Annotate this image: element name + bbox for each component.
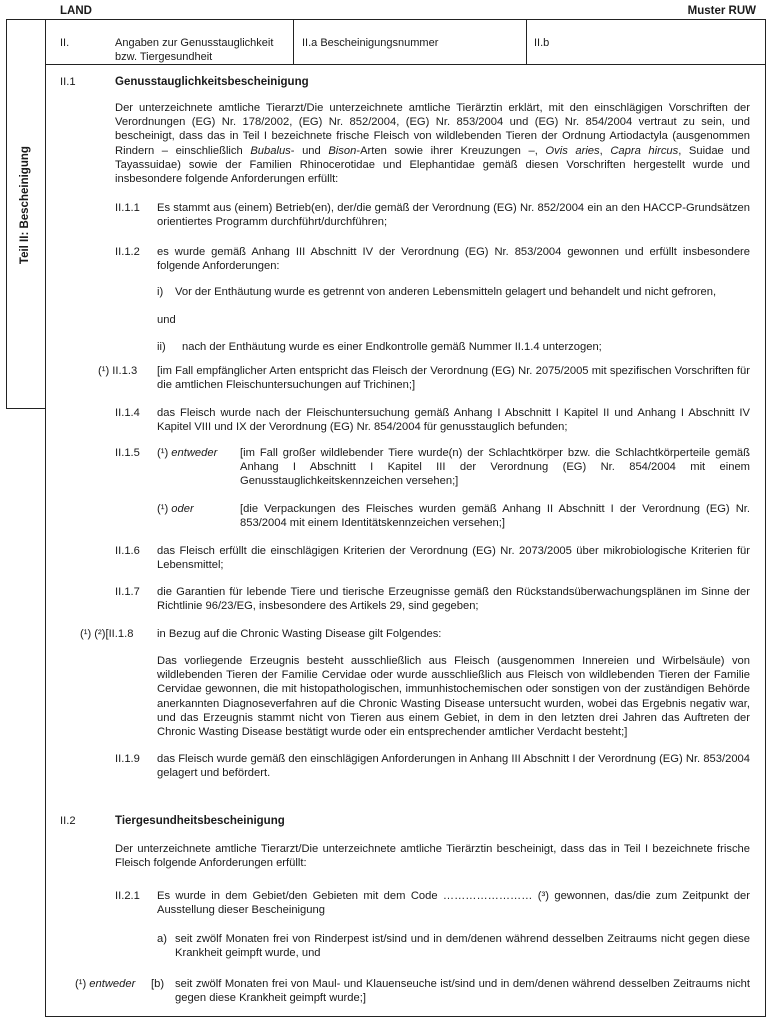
side-label: Teil II: Bescheinigung xyxy=(18,145,31,264)
subitem-num-a: a) xyxy=(157,933,167,945)
item-num-1-4: II.1.4 xyxy=(115,407,140,419)
item-text-1-7: die Garantien für lebende Tiere und tierische Erzeugnisse gemäß den Rückstandsüberwachungsplänen im Sinne der Richtlinie 96/23/EG, insbesondere des Artikels 29, sind gegeben; xyxy=(157,586,750,613)
section-1-number: II.1 xyxy=(60,76,76,88)
subitem-num-i: i) xyxy=(157,286,164,298)
cell-divider-2 xyxy=(526,19,527,64)
item-num-1-1: II.1.1 xyxy=(115,202,140,214)
country-label: LAND xyxy=(60,5,92,17)
conjunction-und: und xyxy=(157,314,176,326)
item-text-1-3: [im Fall empfänglicher Arten entspricht das Fleisch der Verordnung (EG) Nr. 2075/2005 mit spezifischen Vorschriften für die amtlichen Fleischuntersuchungen auf Trichinen;] xyxy=(157,365,750,392)
cell-title: Angaben zur Genusstauglichkeit bzw. Tiergesundheit xyxy=(115,37,274,63)
frame-left xyxy=(45,19,46,1017)
subitem-num-b: [b) xyxy=(151,978,165,990)
option-text-oder: [die Verpackungen des Fleisches wurden gemäß Anhang II Abschnitt I der Verordnung (EG) Nr. 853/2004 mit einem Identitätskennzeichen versehen;] xyxy=(240,503,750,530)
frame-top xyxy=(45,19,766,20)
section-1-title: Genusstauglichkeitsbescheinigung xyxy=(115,76,309,88)
item-num-1-9: II.1.9 xyxy=(115,753,140,765)
item-text-1-8: in Bezug auf die Chronic Wasting Disease gilt Folgendes: xyxy=(157,628,442,640)
item-num-1-7: II.1.7 xyxy=(115,586,140,598)
item-text-1-4: das Fleisch wurde nach der Fleischuntersuchung gemäß Anhang I Abschnitt I Kapitel II und Anhang I Abschnitt IV Kapitel VIII und IX der Verordnung (EG) Nr. 854/2004 für genusstauglich befunden; xyxy=(157,407,750,434)
option-label-oder: (¹) oder xyxy=(157,503,194,515)
side-box-bottom xyxy=(6,408,46,409)
subitem-num-ii: ii) xyxy=(157,341,166,353)
model-label: Muster RUW xyxy=(687,5,756,17)
item-text-1-6: das Fleisch erfüllt die einschlägigen Kriterien der Verordnung (EG) Nr. 2073/2005 über mikrobiologische Kriterien für Lebensmittel; xyxy=(157,545,750,572)
side-box-left xyxy=(6,19,7,409)
cell-iib: II.b xyxy=(534,37,550,49)
cell-num: II. xyxy=(60,37,70,49)
item-body-1-8: Das vorliegende Erzeugnis besteht ausschließlich aus Fleisch (ausgenommen Innereien und Wirbelsäule) von wildlebenden Tieren der Familie Cervidae oder wurde ausschließlich aus Fleisch von wildlebenden Tieren der Familie Cervidae gewonnen, die mit histopathologischen, immunhistochemischen oder sonstigen von der zuständigen Behörde anerkannten Diagnoseverfahren auf die Chronic Wasting Disease untersucht wurden, wobei das Ergebnis negativ war, und das Erzeugnis stammt nicht von Tieren aus einem Gebiet, in dem in den letzten drei Jahren das Auftreten der Chronic Wasting Disease bestätigt wurde oder ein entsprechender amtlicher Verdacht besteht;] xyxy=(157,655,750,739)
cell-divider-1 xyxy=(293,19,294,64)
item-text-2-1: Es wurde in dem Gebiet/den Gebieten mit dem Code …………………… (³) gewonnen, das/die zum Zeitpunkt der Ausstellung dieser Bescheinigung xyxy=(157,890,750,917)
side-box-top xyxy=(6,19,46,20)
header-row-divider xyxy=(45,64,766,65)
section-2-title: Tiergesundheitsbescheinigung xyxy=(115,815,285,827)
subitem-text-a: seit zwölf Monaten frei von Rinderpest ist/sind und in dem/denen während desselben Zeitraums nicht gegen diese Krankheit geimpft wurde, und xyxy=(175,933,750,960)
item-num-2-1: II.2.1 xyxy=(115,890,140,902)
subitem-text-i: Vor der Enthäutung wurde es getrennt von anderen Lebensmitteln gelagert und behandelt und nicht gefroren, xyxy=(175,286,717,298)
option-text-entweder: [im Fall großer wildlebender Tiere wurde(n) der Schlachtkörper bzw. die Schlachtkörperteile gemäß Anhang I Abschnitt I Kapitel III der Verordnung (EG) Nr. 854/2004 mit einem Genusstauglichkeitskennzeichen versehen;] xyxy=(240,447,750,488)
item-num-1-2: II.1.2 xyxy=(115,246,140,258)
section-2-intro: Der unterzeichnete amtliche Tierarzt/Die unterzeichnete amtliche Tierärztin bescheinigt, dass das in Teil I bezeichnete frische Fleisch folgende Anforderungen erfüllt: xyxy=(115,843,750,870)
item-text-1-2: es wurde gemäß Anhang III Abschnitt IV der Verordnung (EG) Nr. 853/2004 gewonnen und erfüllt insbesondere folgende Anforderungen: xyxy=(157,246,750,273)
item-num-1-3: (¹) II.1.3 xyxy=(98,365,138,377)
subitem-text-b: seit zwölf Monaten frei von Maul- und Klauenseuche ist/sind und in dem/denen während desselben Zeitraums nicht gegen diese Krankheit geimpft wurde;] xyxy=(175,978,750,1005)
item-num-1-8: (¹) (²)[II.1.8 xyxy=(80,628,134,640)
item-num-1-5: II.1.5 xyxy=(115,447,140,459)
section-1-intro: Der unterzeichnete amtliche Tierarzt/Die unterzeichnete amtliche Tierärztin erklärt, mit den einschlägigen Vorschriften der Verordnungen (EG) Nr. 178/2002, (EG) Nr. 852/2004, (EG) Nr. 853/2004 und (EG) Nr. 854/2004 vertraut zu sein, und bescheinigt, dass das in Teil I bezeichnete frische Fleisch von wildlebenden Tieren der Ordnung Artiodactyla (ausgenommen Rindern – einschließlich Bubalus- und Bison-Arten sowie ihrer Kreuzungen –, Ovis aries, Capra hircus, Suidae und Tayassuidae) sowie der Familien Rhinocerotidae und Elephantidae gemäß diesen Vorschriften hergestellt wurde und insbesondere folgende Anforderungen erfüllt: xyxy=(115,102,751,186)
item-text-1-1: Es stammt aus (einem) Betrieb(en), der/die gemäß der Verordnung (EG) Nr. 852/2004 ein an den HACCP-Grundsätzen orientiertes Programm durchführt/durchführen; xyxy=(157,202,750,229)
frame-right xyxy=(765,19,766,1017)
section-2-number: II.2 xyxy=(60,815,76,827)
subitem-text-ii: nach der Enthäutung wurde es einer Endkontrolle gemäß Nummer II.1.4 unterzogen; xyxy=(182,341,602,353)
frame-bottom xyxy=(45,1016,766,1017)
item-text-1-9: das Fleisch wurde gemäß den einschlägigen Anforderungen in Anhang III Abschnitt I der Verordnung (EG) Nr. 853/2004 gelagert und befördert. xyxy=(157,753,750,780)
subitem-label-entweder: (¹) entweder xyxy=(75,978,136,990)
cell-certificate-number: II.a Bescheinigungsnummer xyxy=(302,37,439,49)
item-num-1-6: II.1.6 xyxy=(115,545,140,557)
option-label-entweder: (¹) entweder xyxy=(157,447,218,459)
